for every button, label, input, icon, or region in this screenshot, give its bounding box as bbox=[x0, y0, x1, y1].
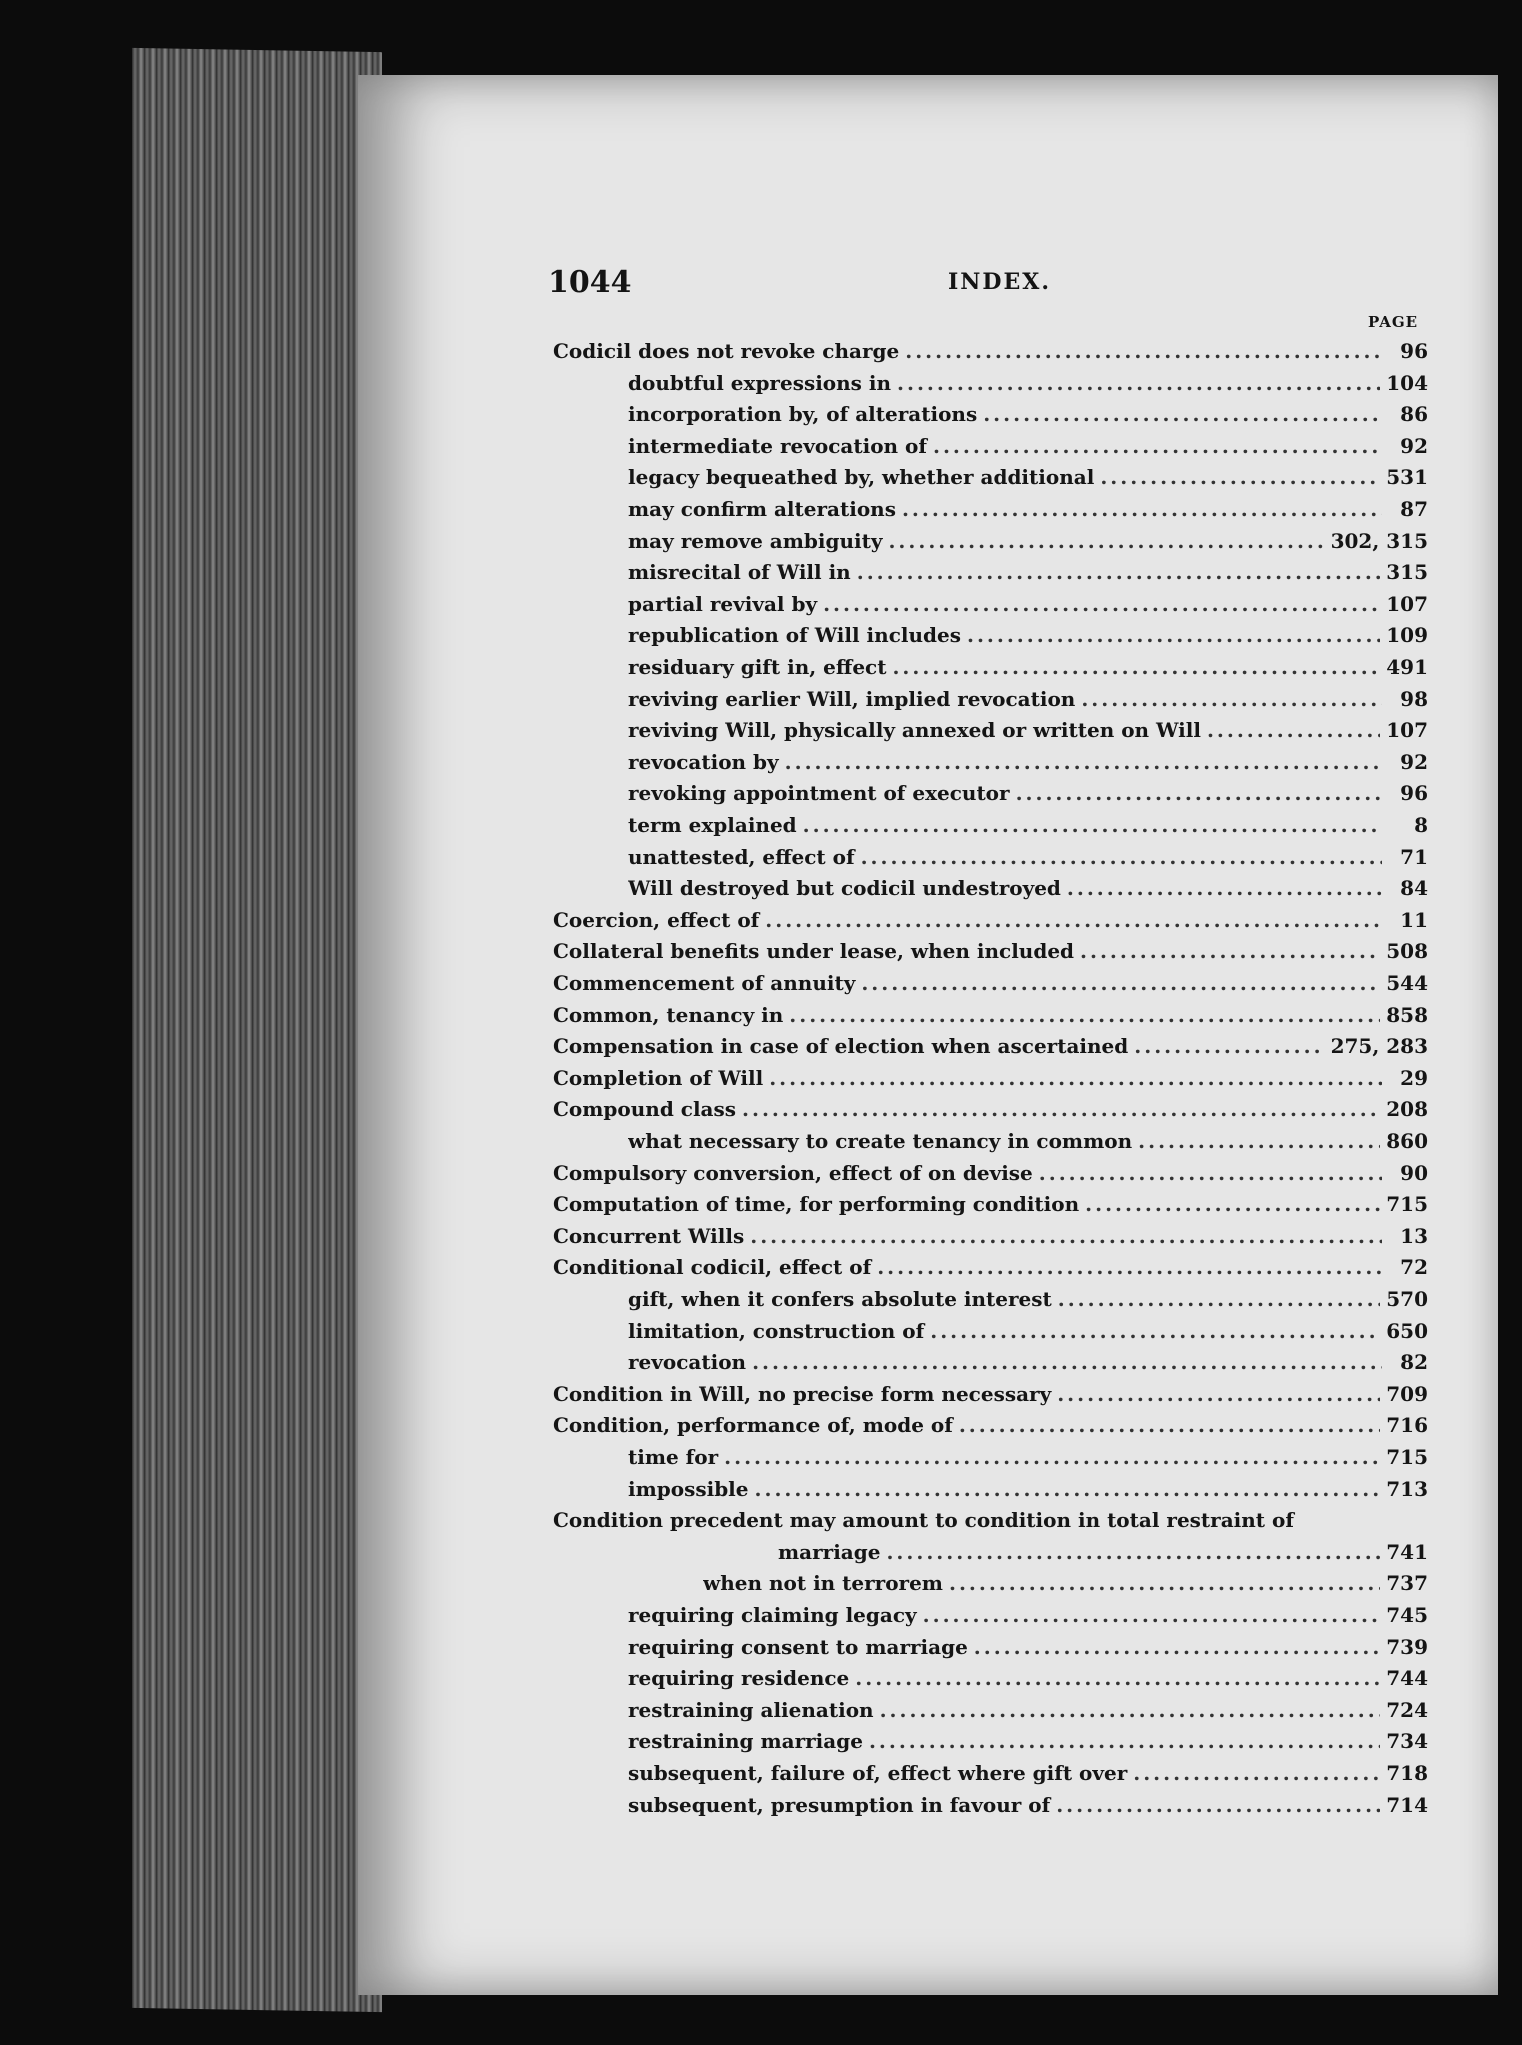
index-entry bbox=[628, 685, 1428, 713]
entry-page-ref: 87 bbox=[1400, 497, 1428, 521]
entry-text: Condition precedent may amount to condition in total restraint of bbox=[553, 1508, 1294, 1533]
entry-text: limitation, construction of bbox=[628, 1318, 925, 1343]
index-entry bbox=[628, 527, 1428, 555]
entry-page-ref: 84 bbox=[1400, 876, 1428, 901]
entry-text: Compound class bbox=[553, 1097, 737, 1122]
index-entry bbox=[553, 906, 1428, 934]
entry-page-ref: 570 bbox=[1386, 1287, 1428, 1311]
entry-text: Codicil does not revoke charge bbox=[553, 339, 900, 363]
entry-page-ref: 715 bbox=[1386, 1445, 1428, 1469]
entry-text: partial revival by bbox=[628, 591, 818, 616]
entry-text: misrecital of Will in bbox=[628, 560, 851, 585]
index-entry bbox=[553, 1222, 1428, 1250]
entry-page-ref: 208 bbox=[1386, 1097, 1428, 1122]
leader-dots bbox=[869, 1727, 1380, 1755]
leader-dots bbox=[1067, 874, 1382, 902]
entry-page-ref: 98 bbox=[1400, 686, 1428, 711]
entry-text: gift, when it confers absolute interest bbox=[628, 1287, 1052, 1311]
entry-page-ref: 745 bbox=[1386, 1603, 1428, 1627]
entry-text: time for bbox=[628, 1445, 719, 1469]
index-entry bbox=[628, 843, 1428, 871]
entry-text: Conditional codicil, effect of bbox=[553, 1255, 872, 1280]
entry-text: subsequent, presumption in favour of bbox=[628, 1792, 1051, 1817]
leader-dots bbox=[933, 432, 1382, 460]
leader-dots bbox=[750, 1222, 1382, 1250]
entry-text: term explained bbox=[628, 813, 797, 837]
leader-dots bbox=[902, 495, 1382, 523]
entry-page-ref: 508 bbox=[1386, 939, 1428, 964]
leader-dots bbox=[1138, 1127, 1380, 1155]
entry-page-ref: 741 bbox=[1386, 1539, 1428, 1564]
entry-page-ref: 714 bbox=[1386, 1792, 1428, 1817]
leader-dots bbox=[1134, 1032, 1324, 1060]
index-entry bbox=[628, 1727, 1428, 1755]
entry-page-ref: 739 bbox=[1386, 1634, 1428, 1659]
entry-page-ref: 491 bbox=[1386, 655, 1428, 679]
entry-text: reviving Will, physically annexed or written on Will bbox=[628, 718, 1201, 743]
entry-page-ref: 275, 283 bbox=[1330, 1034, 1428, 1059]
entry-text: Compensation in case of election when ascertained bbox=[553, 1034, 1129, 1059]
index-entry bbox=[628, 1317, 1428, 1345]
entry-text: when not in terrorem bbox=[703, 1571, 943, 1596]
entry-page-ref: 858 bbox=[1386, 1002, 1428, 1027]
entry-page-ref: 96 bbox=[1400, 781, 1428, 806]
entry-text: doubtful expressions in bbox=[628, 370, 892, 395]
index-entry bbox=[628, 1664, 1428, 1692]
index-entry bbox=[553, 337, 1428, 365]
index-entry bbox=[553, 1064, 1428, 1092]
index-entry bbox=[628, 1475, 1428, 1503]
entry-text: requiring claiming legacy bbox=[628, 1603, 917, 1627]
index-entry bbox=[628, 779, 1428, 807]
index-entry bbox=[628, 369, 1428, 397]
leader-dots bbox=[724, 1443, 1380, 1471]
leader-dots bbox=[1080, 937, 1380, 965]
book-page-edges bbox=[132, 48, 382, 2012]
index-entry bbox=[628, 874, 1428, 902]
index-entry bbox=[628, 400, 1428, 428]
index-entry bbox=[628, 1791, 1428, 1819]
entry-text: what necessary to create tenancy in common bbox=[628, 1129, 1133, 1153]
leader-dots bbox=[897, 369, 1380, 397]
entry-page-ref: 650 bbox=[1386, 1318, 1428, 1343]
leader-dots bbox=[742, 1095, 1380, 1123]
leader-dots bbox=[823, 590, 1380, 618]
entry-text: Coercion, effect of bbox=[553, 907, 760, 932]
entry-text: marriage bbox=[778, 1539, 881, 1564]
leader-dots bbox=[861, 843, 1382, 871]
index-entry bbox=[628, 1696, 1428, 1724]
book-page bbox=[358, 75, 1498, 1995]
entry-page-ref: 96 bbox=[1400, 339, 1428, 363]
entry-text: Common, tenancy in bbox=[553, 1002, 784, 1027]
entry-text: requiring consent to marriage bbox=[628, 1634, 968, 1659]
entry-page-ref: 724 bbox=[1386, 1697, 1428, 1722]
entry-page-ref: 107 bbox=[1386, 718, 1428, 743]
entry-text: Will destroyed but codicil undestroyed bbox=[628, 876, 1061, 901]
leader-dots bbox=[752, 1348, 1382, 1376]
entry-text: Commencement of annuity bbox=[553, 971, 856, 995]
entry-text: impossible bbox=[628, 1476, 749, 1501]
entry-page-ref: 737 bbox=[1386, 1571, 1428, 1596]
index-entry bbox=[628, 590, 1428, 618]
index-entry bbox=[628, 811, 1428, 839]
entry-page-ref: 71 bbox=[1400, 844, 1428, 869]
entry-page-ref: 531 bbox=[1386, 465, 1428, 490]
entry-page-ref: 734 bbox=[1386, 1729, 1428, 1754]
entry-text: may confirm alterations bbox=[628, 497, 896, 521]
entry-text: revocation bbox=[628, 1350, 747, 1375]
leader-dots bbox=[755, 1475, 1381, 1503]
index-entry bbox=[628, 716, 1428, 744]
index-entry bbox=[628, 1601, 1428, 1629]
leader-dots bbox=[1057, 1380, 1380, 1408]
entry-page-ref: 718 bbox=[1386, 1761, 1428, 1785]
leader-dots bbox=[888, 527, 1324, 555]
index-entry bbox=[553, 1506, 1428, 1534]
leader-dots bbox=[1207, 716, 1380, 744]
entry-text: revoking appointment of executor bbox=[628, 781, 1010, 806]
entry-page-ref: 72 bbox=[1400, 1255, 1428, 1280]
index-entry bbox=[553, 1411, 1428, 1439]
index-entry bbox=[553, 1159, 1428, 1187]
index-entry bbox=[628, 1759, 1428, 1787]
index-entry bbox=[703, 1569, 1428, 1597]
leader-dots bbox=[983, 400, 1382, 428]
entry-page-ref: 544 bbox=[1386, 971, 1428, 995]
entry-text: unattested, effect of bbox=[628, 844, 855, 869]
leader-dots bbox=[923, 1601, 1381, 1629]
entry-page-ref: 86 bbox=[1400, 402, 1428, 427]
entry-text: revocation by bbox=[628, 749, 779, 774]
leader-dots bbox=[861, 969, 1380, 997]
page-number: 1044 bbox=[548, 265, 632, 300]
entry-page-ref: 860 bbox=[1386, 1129, 1428, 1153]
index-entry bbox=[628, 558, 1428, 586]
leader-dots bbox=[1039, 1159, 1382, 1187]
entry-text: requiring residence bbox=[628, 1666, 850, 1691]
entry-text: Computation of time, for performing condition bbox=[553, 1192, 1080, 1217]
index-entry bbox=[553, 1032, 1428, 1060]
entry-text: restraining marriage bbox=[628, 1729, 863, 1754]
leader-dots bbox=[967, 621, 1380, 649]
leader-dots bbox=[1085, 1190, 1380, 1218]
entry-text: residuary gift in, effect bbox=[628, 655, 887, 679]
leader-dots bbox=[930, 1317, 1380, 1345]
index-entry bbox=[628, 1127, 1428, 1155]
entry-page-ref: 92 bbox=[1400, 433, 1428, 458]
index-entry bbox=[778, 1538, 1428, 1566]
entry-page-ref: 744 bbox=[1386, 1666, 1428, 1691]
index-entry bbox=[553, 1253, 1428, 1281]
entry-page-ref: 11 bbox=[1400, 907, 1428, 932]
leader-dots bbox=[1081, 685, 1382, 713]
index-entry bbox=[628, 653, 1428, 681]
index-entry bbox=[628, 748, 1428, 776]
entry-page-ref: 713 bbox=[1386, 1476, 1428, 1501]
entry-text: Condition, performance of, mode of bbox=[553, 1413, 953, 1438]
entry-page-ref: 92 bbox=[1400, 749, 1428, 774]
index-entry bbox=[553, 1380, 1428, 1408]
entry-text: reviving earlier Will, implied revocation bbox=[628, 686, 1076, 711]
index-entry bbox=[628, 1285, 1428, 1313]
leader-dots bbox=[855, 1664, 1380, 1692]
leader-dots bbox=[877, 1253, 1382, 1281]
entry-text: republication of Will includes bbox=[628, 623, 961, 648]
entry-page-ref: 315 bbox=[1386, 560, 1428, 585]
entry-text: Condition in Will, no precise form necessary bbox=[553, 1381, 1052, 1406]
leader-dots bbox=[1016, 779, 1382, 807]
index-entry bbox=[628, 621, 1428, 649]
index-entry bbox=[628, 1443, 1428, 1471]
index-entry bbox=[628, 495, 1428, 523]
index-entry bbox=[553, 1001, 1428, 1029]
leader-dots bbox=[789, 1001, 1380, 1029]
entry-page-ref: 13 bbox=[1400, 1223, 1428, 1248]
entry-page-ref: 715 bbox=[1386, 1192, 1428, 1217]
entry-page-ref: 716 bbox=[1386, 1413, 1428, 1438]
page-header bbox=[358, 265, 1498, 305]
entry-text: Collateral benefits under lease, when included bbox=[553, 939, 1075, 964]
entry-page-ref: 90 bbox=[1400, 1160, 1428, 1185]
leader-dots bbox=[949, 1569, 1380, 1597]
entry-text: intermediate revocation of bbox=[628, 433, 927, 458]
leader-dots bbox=[1056, 1791, 1380, 1819]
entry-text: incorporation by, of alterations bbox=[628, 402, 978, 427]
index-entry bbox=[553, 937, 1428, 965]
entry-text: legacy bequeathed by, whether additional bbox=[628, 465, 1095, 490]
leader-dots bbox=[803, 811, 1382, 839]
leader-dots bbox=[974, 1633, 1380, 1661]
leader-dots bbox=[765, 906, 1382, 934]
entry-text: Completion of Will bbox=[553, 1065, 764, 1090]
entry-text: may remove ambiguity bbox=[628, 528, 883, 553]
index-entry bbox=[553, 969, 1428, 997]
index-entry bbox=[628, 432, 1428, 460]
leader-dots bbox=[959, 1411, 1380, 1439]
leader-dots bbox=[769, 1064, 1382, 1092]
entry-text: Concurrent Wills bbox=[553, 1223, 745, 1248]
index-entry bbox=[628, 1348, 1428, 1376]
leader-dots bbox=[1058, 1285, 1381, 1313]
entry-page-ref: 104 bbox=[1386, 370, 1428, 395]
entry-page-ref: 107 bbox=[1386, 591, 1428, 616]
index-entry bbox=[553, 1190, 1428, 1218]
running-title: INDEX. bbox=[948, 269, 1051, 295]
leader-dots bbox=[892, 653, 1380, 681]
entry-page-ref: 29 bbox=[1400, 1065, 1428, 1090]
leader-dots bbox=[905, 337, 1382, 365]
entry-page-ref: 709 bbox=[1386, 1381, 1428, 1406]
entry-page-ref: 82 bbox=[1400, 1350, 1428, 1375]
leader-dots bbox=[1133, 1759, 1380, 1787]
entry-text: subsequent, failure of, effect where gift over bbox=[628, 1761, 1128, 1785]
leader-dots bbox=[857, 558, 1381, 586]
index-entry bbox=[628, 463, 1428, 491]
entry-text: Compulsory conversion, effect of on devise bbox=[553, 1160, 1033, 1185]
leader-dots bbox=[886, 1538, 1380, 1566]
leader-dots bbox=[880, 1696, 1381, 1724]
leader-dots bbox=[1100, 463, 1380, 491]
leader-dots bbox=[785, 748, 1382, 776]
page-column-heading: PAGE bbox=[1368, 313, 1419, 331]
entry-page-ref: 109 bbox=[1386, 623, 1428, 648]
entry-page-ref: 8 bbox=[1414, 813, 1428, 837]
entry-text: restraining alienation bbox=[628, 1697, 874, 1722]
entry-page-ref: 302, 315 bbox=[1330, 528, 1428, 553]
index-entry bbox=[553, 1095, 1428, 1123]
index-entry bbox=[628, 1633, 1428, 1661]
